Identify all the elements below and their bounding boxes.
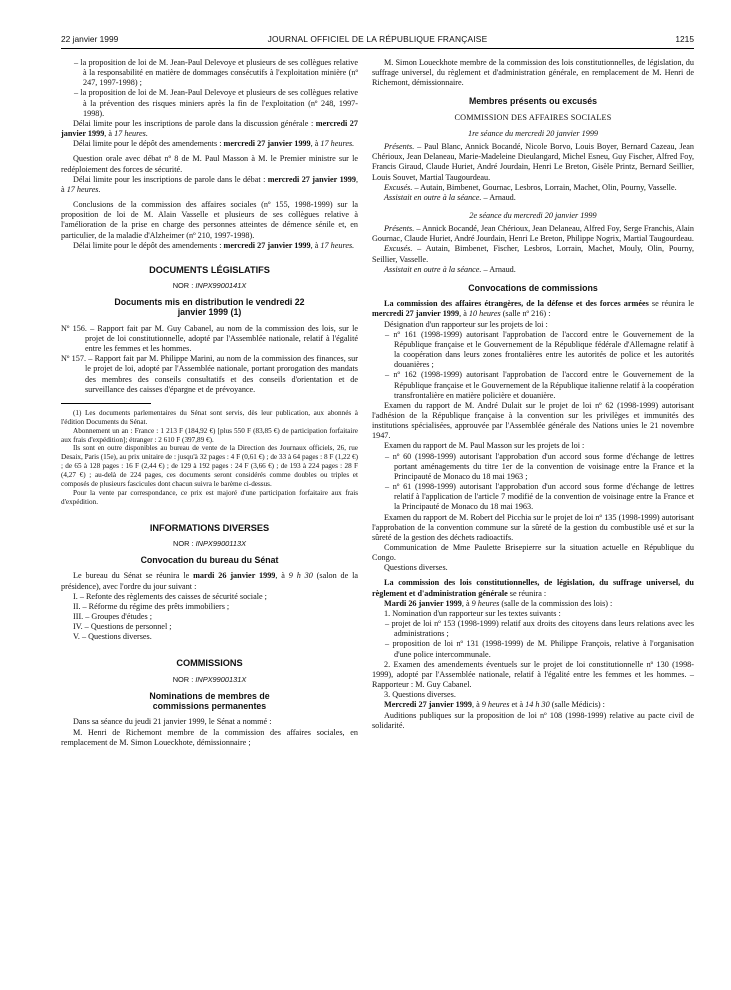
attendance-other: Assistait en outre à la séance. – Arnaud. (384, 192, 516, 202)
paragraph: 3. Questions diverses. (384, 690, 456, 700)
attendance-present: Présents. – Annick Bocandé, Jean Chérioux, Jean Delaneau, Alfred Foy, Serge Franchis, Alain Gournac, Claude Huriet, André Jourdain, Henri Le Breton, Philippe Nogrix, Martial Taugourdeau. (372, 224, 694, 244)
paragraph: Désignation d'un rapporteur sur les projets de loi : (384, 319, 548, 329)
section-subtitle: Nominations de membres de commissions permanentes (149, 690, 270, 712)
page-number: 1215 (675, 34, 694, 44)
nor-reference: NOR : INPX9900141X (172, 280, 247, 290)
bill-item: – nº 161 (1998-1999) autorisant l'approbation de l'accord entre le Gouvernement de la République française et le Gouvernement de la République fédérale d'Allemagne relatif à la coopération dans leurs zones frontalières entre les autorités de police et les autorités douanières ; (385, 329, 694, 370)
left-column (61, 58, 358, 748)
paragraph: Délai limite pour les inscriptions de parole dans la discussion générale : mercredi 27 janvier 1999, à 17 heures. (61, 118, 358, 139)
header-rule (61, 48, 694, 49)
paragraph: Délai limite pour le dépôt des amendements : mercredi 27 janvier 1999, à 17 heures. (73, 139, 355, 149)
bill-item: – proposition de loi nº 131 (1998-1999) de M. Philippe François, relative à l'organisation d'une police intercommunale. (385, 639, 694, 659)
paragraph: Auditions publiques sur la proposition de loi nº 108 (1998-1999) relative au pacte civil de solidarité. (372, 710, 694, 730)
session-title: 1re séance du mercredi 20 janvier 1999 (467, 128, 599, 138)
page-header (61, 34, 694, 48)
convocation-paragraph: La commission des affaires étrangères, de la défense et des forces armées se réunira le mercredi 27 janvier 1999, à 10 heures (salle nº 216) : (372, 299, 694, 319)
section-subtitle: Documents mis en distribution le vendredi 22 janvier 1999 (1) (114, 297, 305, 318)
footnote-separator (61, 403, 151, 404)
paragraph: Le bureau du Sénat se réunira le mardi 26 janvier 1999, à 9 h 30 (salon de la présidence), avec l'ordre du jour suivant : (61, 571, 358, 591)
paragraph: Question orale avec débat nº 8 de M. Paul Masson à M. le Premier ministre sur le redéploiement des forces de sécurité. (61, 154, 358, 174)
header-date: 22 janvier 1999 (61, 34, 119, 44)
paragraph: 1. Nomination d'un rapporteur sur les textes suivants : (384, 608, 561, 618)
paragraph: M. Henri de Richemont membre de la commission des affaires sociales, en remplacement de M. Simon Loueckhote, démissionnaire ; (61, 727, 358, 747)
nor-reference: NOR : INPX9900113X (173, 538, 246, 548)
footnote: Pour la vente par correspondance, ce prix est majoré d'une participation forfaitaire aux frais d'expédition. (61, 488, 358, 506)
intro-item: – la proposition de loi de M. Jean-Paul Delevoye et plusieurs de ses collègues relative à la responsabilité en matière de dommages consécutifs à l'exploitation minière (nº 247, 1997-1998) ; (74, 58, 358, 88)
attendance-excused: Excusés. – Autain, Bimbenet, Gournac, Lesbros, Lorrain, Machet, Olin, Pourny, Vasselle. (384, 182, 677, 192)
agenda-item: V. – Questions diverses. (73, 632, 152, 642)
right-column (372, 58, 694, 731)
bill-item: – projet de loi nº 153 (1998-1999) relatif aux droits des citoyens dans leurs relations avec les administrations ; (385, 619, 694, 639)
nor-reference: NOR : INPX9900131X (172, 674, 247, 684)
commission-name: COMMISSION DES AFFAIRES SOCIALES (454, 112, 612, 122)
session-title: 2e séance du mercredi 20 janvier 1999 (469, 211, 597, 221)
footnote: Abonnement un an : France : 1 213 F (184,92 €) [plus 550 F (83,85 €) de participation forfaitaire aux frais d'expédition]; étranger : 2 610 F (397,89 €). (61, 426, 358, 444)
attendance-excused: Excusés. – Autain, Bimbenet, Fischer, Lesbros, Lorrain, Machet, Mouly, Olin, Pourny, Seillier, Vasselle. (372, 244, 694, 264)
paragraph: Délai limite pour le dépôt des amendements : mercredi 27 janvier 1999, à 17 heures. (73, 240, 355, 250)
footnote: Ils sont en outre disponibles au bureau de vente de la Direction des Journaux officiels, 26, rue Desaix, Paris (15e), au prix unitaire de : jusqu'à 32 pages : 4 F (0,61 €) ; de 33 à 64 pages : 8 F (1,22 €) ; de 65 à 128 pages : 16 F (2,44 €) ; de 129 à 192 pages : 24 F (3,66 €) ; de 193 à 224 pages : 28 F (4,27 €) ; au-delà de 224 pages, ces documents seront considérés comme doubles ou triples et composés de plusieurs fascicules dont chacun suivra le barème ci-dessus. (61, 444, 358, 489)
journal-title: JOURNAL OFFICIEL DE LA RÉPUBLIQUE FRANÇAISE (267, 34, 488, 44)
paragraph: Délai limite pour les inscriptions de parole dans le débat : mercredi 27 janvier 1999, à 17 heures. (61, 174, 358, 194)
paragraph: Questions diverses. (384, 563, 448, 573)
bill-item: – nº 61 (1998-1999) autorisant l'approbation d'un accord sous forme d'échange de lettres relatif à l'application de l'article 7 modifié de la convention de voisinage entre la France et la Principauté de Monaco du 18 mai 1963. (385, 482, 694, 512)
agenda-item: II. – Réforme du régime des prêts immobiliers ; (73, 601, 230, 611)
attendance-present: Présents. – Paul Blanc, Annick Bocandé, Nicole Borvo, Louis Boyer, Bernard Cazeau, Jean Chérioux, Jean Delaneau, Marie-Madeleine Dieulangard, Michel Esneu, Guy Fischer, Alfred Foy, Francis Giraud, Claude Huriet, André Jourdain, Henri Le Breton, Gisèle Printz, Bernard Seillier, Louis Souvet, Martial Taugourdeau. (372, 142, 694, 182)
section-subtitle: Convocation du bureau du Sénat (140, 555, 279, 566)
agenda-item: IV. – Questions de personnel ; (73, 622, 172, 632)
paragraph: Dans sa séance du jeudi 21 janvier 1999, le Sénat a nommé : (73, 717, 272, 727)
agenda-item: I. – Refonte des règlements des caisses de sécurité sociale ; (73, 591, 267, 601)
paragraph: Examen du rapport de M. Paul Masson sur les projets de loi : (384, 441, 585, 451)
paragraph: Communication de Mme Paulette Brisepierre sur la situation actuelle en République du Congo. (372, 543, 694, 563)
meeting-date: Mardi 26 janvier 1999, à 9 heures (salle de la commission des lois) : (384, 598, 613, 608)
paragraph: Examen du rapport de M. Robert del Picchia sur le projet de loi nº 135 (1998-1999) autorisant l'approbation de la convention commune sur la sûreté de la gestion du combustible usé et sur la sûreté de la gestion des déchets radioactifs. (372, 512, 694, 542)
paragraph: M. Simon Loueckhote membre de la commission des lois constitutionnelles, de législation, du suffrage universel, du règlement et d'administration générale, en remplacement de M. Henri de Richemont, démissionnaire. (372, 58, 694, 88)
section-title: DOCUMENTS LÉGISLATIFS (149, 264, 270, 275)
attendance-other: Assistait en outre à la séance. – Arnaud. (384, 264, 516, 274)
bill-item: – nº 60 (1998-1999) autorisant l'approbation d'un accord sous forme d'échange de lettres portant aménagements du titre 1er de la convention de voisinage entre la France et la Principauté de Monaco du 18 mai 1963 ; (385, 451, 694, 481)
section-subtitle: Convocations de commissions (468, 282, 598, 293)
paragraph: Conclusions de la commission des affaires sociales (nº 155, 1998-1999) sur la proposition de loi de M. Alain Vasselle et plusieurs de ses collègues relative à l'amélioration de la prise en charge des personnes atteintes de démence sénile et, en particulier, de la maladie d'Alzheimer (nº 210, 1997-1998). (61, 200, 358, 240)
section-title: COMMISSIONS (176, 658, 243, 669)
paragraph: Examen du rapport de M. André Dulait sur le projet de loi nº 62 (1998-1999) autorisant l'adhésion de la République française à la convention sur les privilèges et immunités des institutions spécialisées, approuvée par l'Assemblée générale des Nations unies le 21 novembre 1947. (372, 400, 694, 441)
paragraph: 2. Examen des amendements éventuels sur le projet de loi constitutionnelle nº 130 (1998-1999), adopté par l'Assemblée nationale, relatif à l'égalité entre les femmes et les hommes. – Rapporteur : M. Guy Cabanel. (372, 659, 694, 690)
document-item: Nº 157. – Rapport fait par M. Philippe Marini, au nom de la commission des finances, sur le projet de loi, adopté par l'Assemblée nationale, portant prorogation des mandats des membres des conseils consultatifs et des conseils d'orientation et de surveillance des caisses d'épargne et de prévoyance. (61, 354, 358, 394)
section-subtitle: Membres présents ou excusés (468, 96, 598, 107)
document-item: Nº 156. – Rapport fait par M. Guy Cabanel, au nom de la commission des lois, sur le projet de loi constitutionnelle, adopté par l'Assemblée nationale, relatif à l'égalité entre les femmes et les hommes. (61, 323, 358, 354)
meeting-date: Mercredi 27 janvier 1999, à 9 heures et à 14 h 30 (salle Médicis) : (384, 700, 605, 710)
agenda-item: III. – Groupes d'études ; (73, 612, 153, 622)
intro-item: – la proposition de loi de M. Jean-Paul Delevoye et plusieurs de ses collègues relative à la prévention des risques miniers après la fin de l'exploitation (nº 248, 1997-1998). (74, 88, 358, 118)
bill-item: – nº 162 (1998-1999) autorisant l'approbation de l'accord entre le Gouvernement de la République française et le Gouvernement de la République italienne relatif à la coopération transfrontalière en matière policière et douanière. (385, 370, 694, 400)
footnote: (1) Les documents parlementaires du Sénat sont servis, dès leur publication, aux abonnés à l'édition Documents du Sénat. (61, 408, 358, 426)
section-title: INFORMATIONS DIVERSES (149, 522, 270, 533)
convocation-paragraph: La commission des lois constitutionnelles, de législation, du suffrage universel, du règlement et d'administration générale se réunira : (372, 578, 694, 598)
